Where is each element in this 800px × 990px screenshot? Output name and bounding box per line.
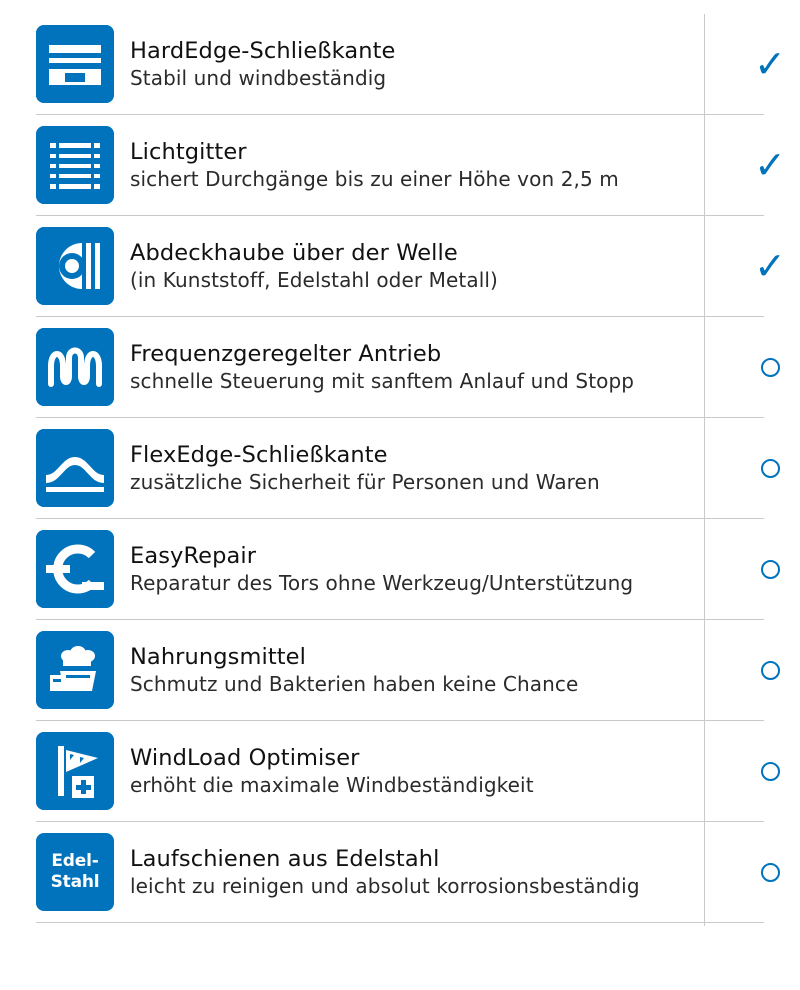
stainless-steel-line2: Stahl	[50, 872, 100, 892]
circle-outline-icon	[761, 863, 780, 882]
row-subtitle: leicht zu reinigen und absolut korrosionsbeständig	[130, 873, 640, 898]
row-text	[130, 845, 764, 900]
row-subtitle: Schmutz und Bakterien haben keine Chance	[130, 671, 579, 696]
row-title: Lichtgitter	[130, 138, 247, 165]
hardedge-closing-edge-icon	[36, 25, 114, 103]
icon-cell	[36, 126, 114, 204]
row-subtitle: Reparatur des Tors ohne Werkzeug/Unterstützung	[130, 570, 634, 595]
row-subtitle: (in Kunststoff, Edelstahl oder Metall)	[130, 267, 498, 292]
check-icon: ✓	[754, 143, 786, 187]
table-row	[36, 418, 764, 519]
shaft-cover-hood-icon	[36, 227, 114, 305]
check-icon: ✓	[754, 42, 786, 86]
row-text	[130, 643, 764, 698]
status-mark-cell	[740, 620, 800, 720]
row-text	[130, 37, 764, 92]
table-row	[36, 822, 764, 923]
row-text	[130, 744, 764, 799]
status-mark-cell	[740, 216, 800, 316]
row-text	[130, 138, 764, 193]
row-text	[130, 340, 764, 395]
status-mark-cell	[740, 822, 800, 922]
status-mark-cell	[740, 115, 800, 215]
row-title: Nahrungsmittel	[130, 643, 306, 670]
row-text	[130, 239, 764, 294]
status-mark-cell	[740, 317, 800, 417]
table-row	[36, 14, 786, 115]
circle-outline-icon	[761, 762, 780, 781]
status-mark-cell	[740, 14, 800, 114]
row-text	[130, 441, 764, 496]
status-mark-cell	[740, 721, 800, 821]
light-grid-icon	[36, 126, 114, 204]
circle-outline-icon	[761, 459, 780, 478]
stainless-steel-line1: Edel-	[51, 851, 99, 871]
windload-flag-icon	[36, 732, 114, 810]
frequency-controlled-drive-icon	[36, 328, 114, 406]
row-title: WindLoad Optimiser	[130, 744, 360, 771]
icon-cell	[36, 429, 114, 507]
row-title: Laufschienen aus Edelstahl	[130, 845, 440, 872]
easyrepair-icon	[36, 530, 114, 608]
icon-cell	[36, 530, 114, 608]
row-subtitle: Stabil und windbeständig	[130, 65, 387, 90]
circle-outline-icon	[761, 661, 780, 680]
table-row	[36, 115, 786, 216]
row-text	[130, 542, 764, 597]
row-subtitle: erhöht die maximale Windbeständigkeit	[130, 772, 534, 797]
row-title: Abdeckhaube über der Welle	[130, 239, 458, 266]
table-row	[36, 620, 764, 721]
row-subtitle: schnelle Steuerung mit sanftem Anlauf und Stopp	[130, 368, 635, 393]
icon-cell	[36, 328, 114, 406]
row-title: FlexEdge-Schließkante	[130, 441, 388, 468]
status-mark-cell	[740, 418, 800, 518]
stainless-steel-label-icon	[36, 833, 114, 911]
flexedge-closing-edge-icon	[36, 429, 114, 507]
check-icon: ✓	[754, 244, 786, 288]
table-row	[36, 216, 786, 317]
table-row	[36, 317, 764, 418]
row-subtitle: zusätzliche Sicherheit für Personen und Waren	[130, 469, 600, 494]
icon-cell	[36, 833, 114, 911]
icon-cell	[36, 631, 114, 709]
table-row	[36, 721, 764, 822]
icon-cell	[36, 732, 114, 810]
status-mark-cell	[740, 519, 800, 619]
circle-outline-icon	[761, 358, 780, 377]
row-title: Frequenzgeregelter Antrieb	[130, 340, 442, 367]
icon-cell	[36, 25, 114, 103]
row-title: HardEdge-Schließkante	[130, 37, 396, 64]
circle-outline-icon	[761, 560, 780, 579]
icon-cell	[36, 227, 114, 305]
row-subtitle: sichert Durchgänge bis zu einer Höhe von 2,5 m	[130, 166, 619, 191]
row-title: EasyRepair	[130, 542, 257, 569]
food-hygiene-chef-icon	[36, 631, 114, 709]
table-row	[36, 519, 764, 620]
